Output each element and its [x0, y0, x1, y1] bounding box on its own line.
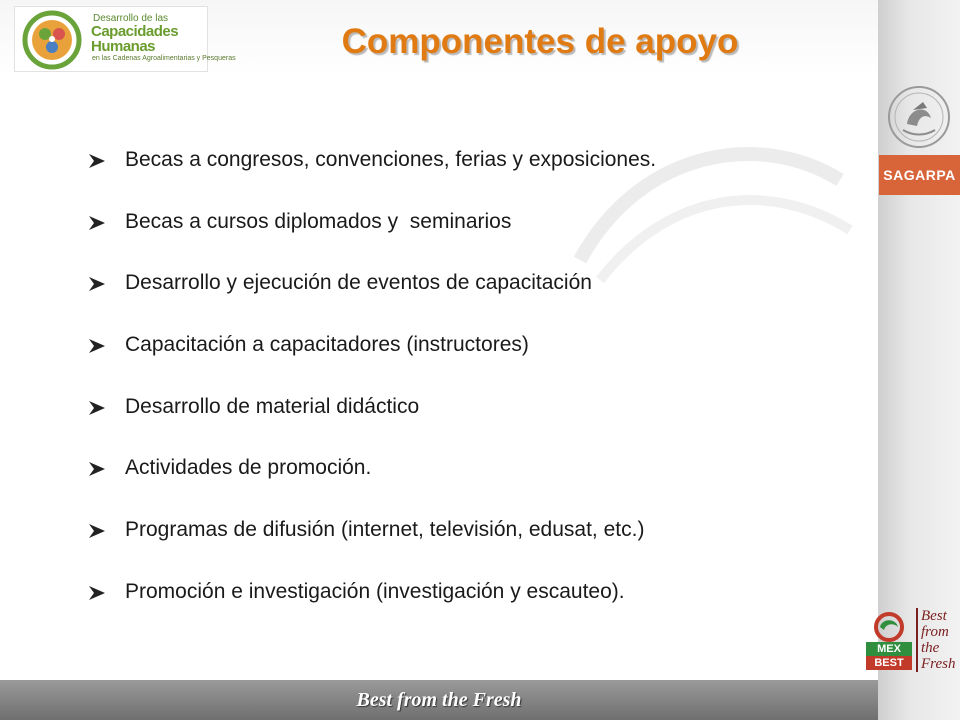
- footer-tagline: Best from the Fresh: [356, 689, 522, 711]
- mexbest-logo: [864, 606, 958, 678]
- arrow-bullet-icon: [88, 585, 106, 601]
- bullet-text: Desarrollo de material didáctico: [125, 394, 420, 418]
- arrow-bullet-icon: [88, 338, 106, 354]
- capacidades-logo-icon: [21, 9, 83, 71]
- logo-line-3: en las Cadenas Agroalimentarias y Pesqueras: [92, 55, 236, 62]
- footer-band: [0, 680, 878, 720]
- bullet-text: Becas a cursos diplomados y seminarios: [125, 209, 512, 233]
- arrow-bullet-icon: [88, 153, 106, 169]
- mexbest-word: from: [921, 624, 949, 640]
- mexbest-word: Fresh: [921, 656, 956, 672]
- arrow-bullet-icon: [88, 400, 106, 416]
- bullet-text: Programas de difusión (internet, televisión, edusat, etc.): [125, 518, 645, 542]
- bullet-text: Promoción e investigación (investigación y escauteo).: [125, 579, 625, 603]
- logo-line-1: Desarrollo de las: [93, 13, 169, 24]
- mexbest-swirl-icon: [866, 612, 912, 642]
- mexbest-best-label: BEST: [866, 656, 912, 670]
- watermark-swirl-icon: [560, 110, 860, 290]
- mexbest-mex-label: MEX: [866, 642, 912, 656]
- arrow-bullet-icon: [88, 461, 106, 477]
- bullet-text: Actividades de promoción.: [125, 456, 372, 480]
- slide-title: Componentes de apoyo: [341, 22, 739, 61]
- bullet-text: Capacitación a capacitadores (instructores): [125, 333, 529, 357]
- bullet-text: Becas a congresos, convenciones, ferias y exposiciones.: [125, 148, 657, 171]
- logo-line-2: Capacidades Humanas: [91, 23, 179, 55]
- arrow-bullet-icon: [88, 523, 106, 539]
- mexbest-word: Best: [921, 608, 947, 624]
- program-logo: [14, 6, 236, 72]
- mexbest-word: the: [921, 640, 940, 656]
- mexican-coat-of-arms-icon: [883, 84, 955, 150]
- arrow-bullet-icon: [88, 276, 106, 292]
- mexbest-tagline: [916, 608, 955, 672]
- arrow-bullet-icon: [88, 215, 106, 231]
- sagarpa-badge: SAGARPA: [879, 155, 960, 195]
- bullet-text: Desarrollo y ejecución de eventos de capacitación: [125, 271, 592, 295]
